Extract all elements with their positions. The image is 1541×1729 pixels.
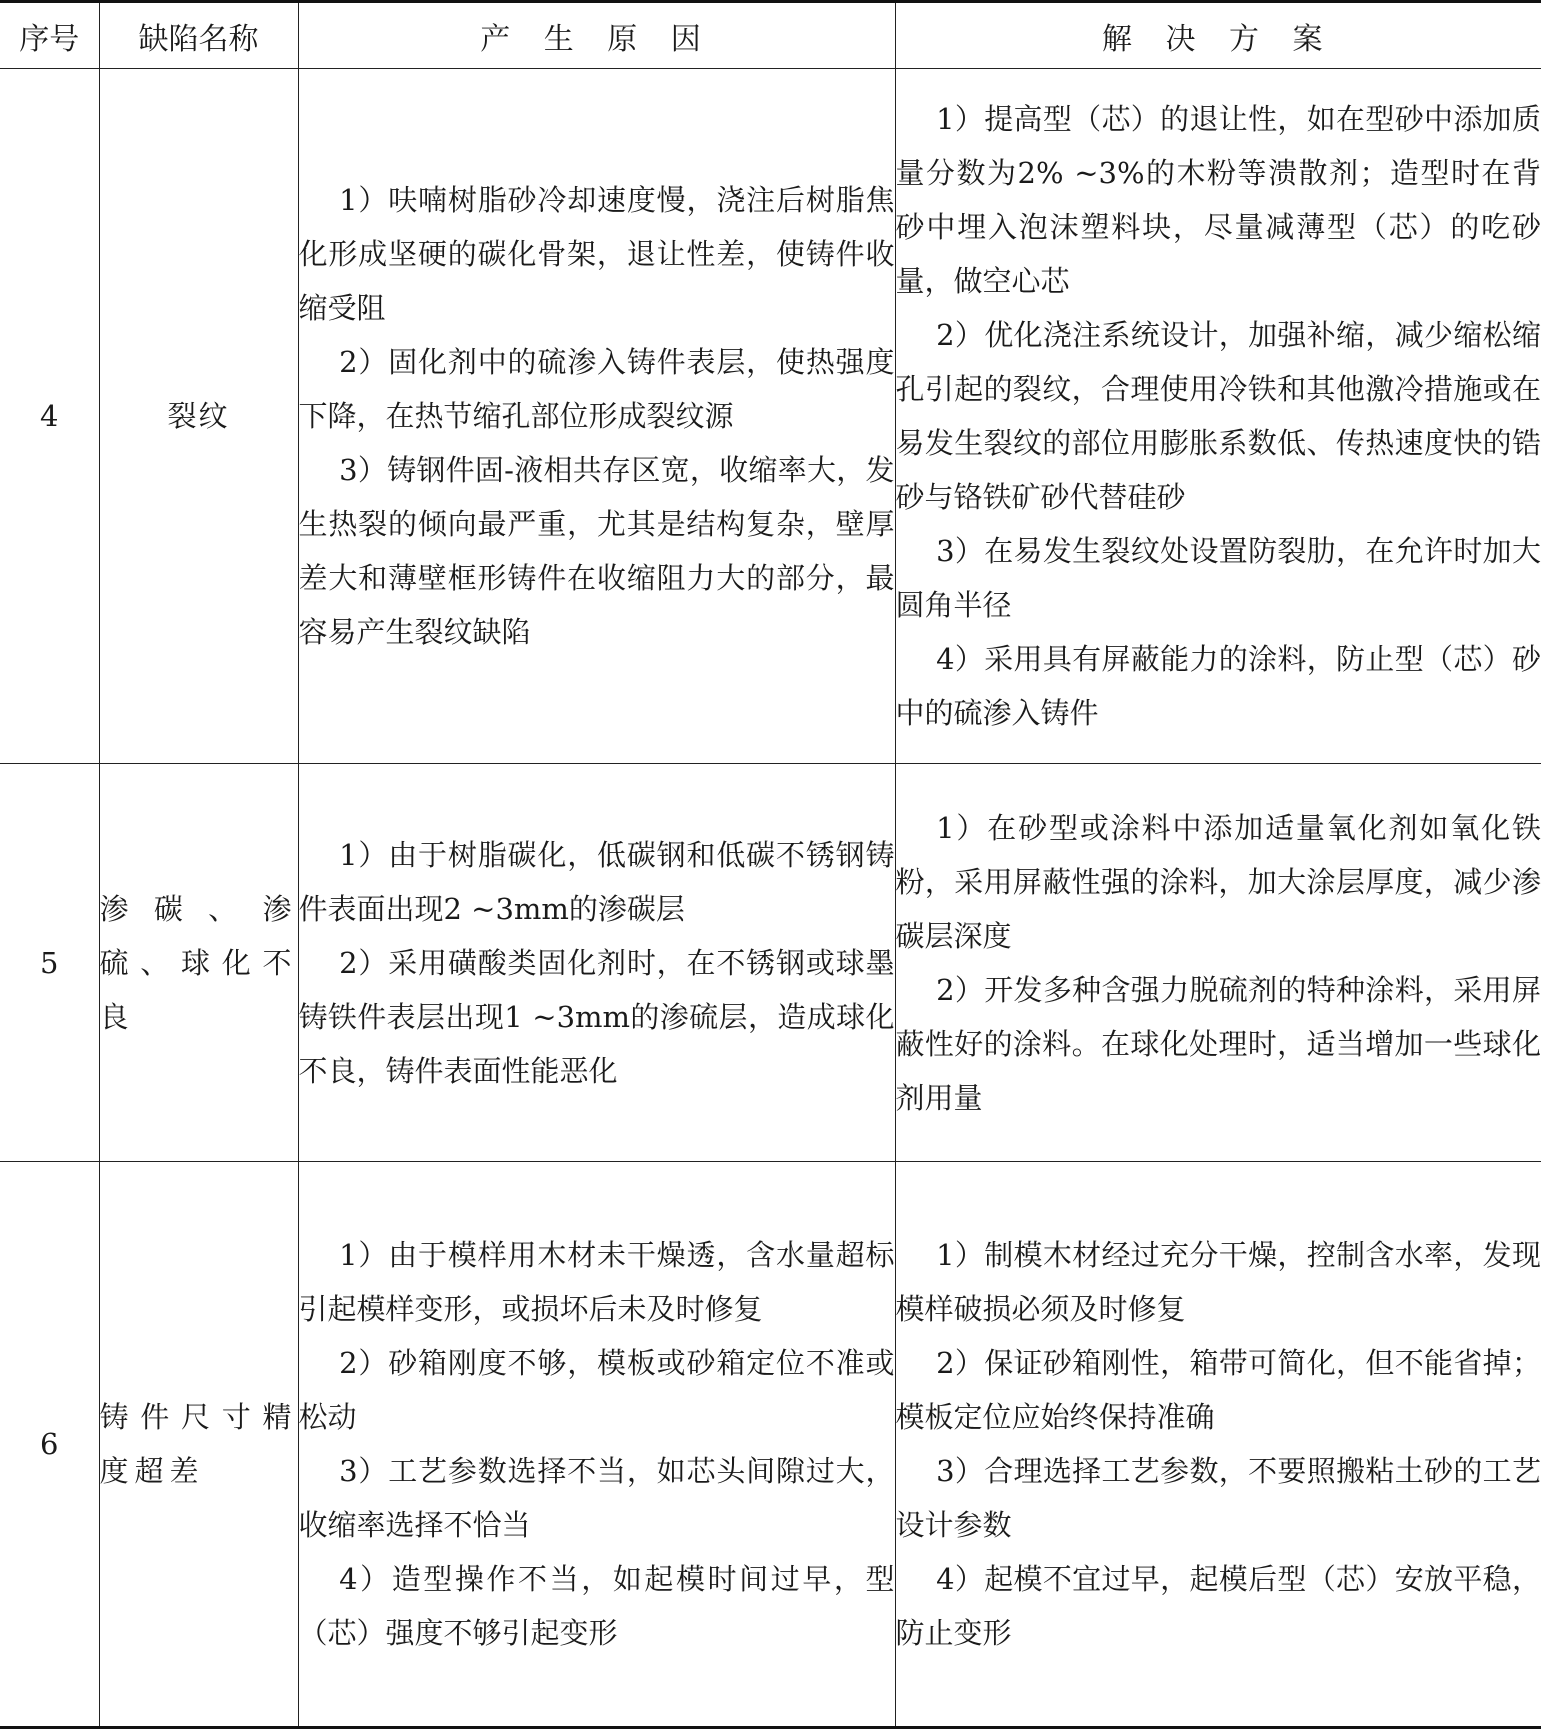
row-number: 4 — [0, 69, 99, 764]
header-number: 序号 — [0, 2, 99, 69]
solution-item: 2）优化浇注系统设计，加强补缩，减少缩松缩孔引起的裂纹，合理使用冷铁和其他激冷措施或在易发生裂纹的部位用膨胀系数低、传热速度快的锆砂与铬铁矿砂代替硅砂 — [896, 308, 1541, 524]
defect-name-cell — [99, 69, 298, 764]
defect-name: 裂纹 — [100, 389, 298, 443]
defect-name-cell — [99, 764, 298, 1162]
table-row — [0, 764, 1541, 1162]
table-row — [0, 1162, 1541, 1728]
header-defect-name: 缺陷名称 — [99, 2, 298, 69]
cause-item: 3）工艺参数选择不当，如芯头间隙过大，收缩率选择不恰当 — [299, 1444, 895, 1552]
header-solutions: 解 决 方 案 — [895, 2, 1541, 69]
solution-item: 1）制模木材经过充分干燥，控制含水率，发现模样破损必须及时修复 — [896, 1228, 1541, 1336]
cause-item: 1）呋喃树脂砂冷却速度慢，浇注后树脂焦化形成坚硬的碳化骨架，退让性差，使铸件收缩受阻 — [299, 173, 895, 335]
solutions-cell — [895, 1162, 1541, 1728]
solution-item: 3）合理选择工艺参数，不要照搬粘土砂的工艺设计参数 — [896, 1444, 1541, 1552]
solution-item: 2）开发多种含强力脱硫剂的特种涂料，采用屏蔽性好的涂料。在球化处理时，适当增加一些球化剂用量 — [896, 963, 1541, 1125]
cause-item: 2）采用磺酸类固化剂时，在不锈钢或球墨铸铁件表层出现1 ~3mm的渗硫层，造成球化不良，铸件表面性能恶化 — [299, 936, 895, 1098]
table-row — [0, 69, 1541, 764]
defect-name: 铸件尺寸精度超差 — [100, 1390, 298, 1498]
solution-item: 1）在砂型或涂料中添加适量氧化剂如氧化铁粉，采用屏蔽性强的涂料，加大涂层厚度，减少渗碳层深度 — [896, 801, 1541, 963]
header-causes: 产 生 原 因 — [298, 2, 895, 69]
cause-item: 1）由于树脂碳化，低碳钢和低碳不锈钢铸件表面出现2 ~3mm的渗碳层 — [299, 828, 895, 936]
defect-name-cell — [99, 1162, 298, 1728]
cause-item: 2）砂箱刚度不够，模板或砂箱定位不准或松动 — [299, 1336, 895, 1444]
solution-item: 2）保证砂箱刚性，箱带可简化，但不能省掉；模板定位应始终保持准确 — [896, 1336, 1541, 1444]
solution-item: 3）在易发生裂纹处设置防裂肋，在允许时加大圆角半径 — [896, 524, 1541, 632]
solution-item: 4）起模不宜过早，起模后型（芯）安放平稳，防止变形 — [896, 1552, 1541, 1660]
causes-cell — [298, 69, 895, 764]
solution-item: 1）提高型（芯）的退让性，如在型砂中添加质量分数为2% ~3%的木粉等溃散剂；造型时在背砂中埋入泡沫塑料块，尽量减薄型（芯）的吃砂量，做空心芯 — [896, 92, 1541, 308]
solutions-cell — [895, 764, 1541, 1162]
header-row — [0, 2, 1541, 69]
causes-cell — [298, 1162, 895, 1728]
solution-item: 4）采用具有屏蔽能力的涂料，防止型（芯）砂中的硫渗入铸件 — [896, 632, 1541, 740]
cause-item: 2）固化剂中的硫渗入铸件表层，使热强度下降，在热节缩孔部位形成裂纹源 — [299, 335, 895, 443]
row-number: 6 — [0, 1162, 99, 1728]
cause-item: 1）由于模样用木材未干燥透，含水量超标引起模样变形，或损坏后未及时修复 — [299, 1228, 895, 1336]
causes-cell — [298, 764, 895, 1162]
cause-item: 3）铸钢件固-液相共存区宽，收缩率大，发生热裂的倾向最严重，尤其是结构复杂，壁厚差大和薄壁框形铸件在收缩阻力大的部分，最容易产生裂纹缺陷 — [299, 443, 895, 659]
row-number: 5 — [0, 764, 99, 1162]
solutions-cell — [895, 69, 1541, 764]
cause-item: 4）造型操作不当，如起模时间过早，型（芯）强度不够引起变形 — [299, 1552, 895, 1660]
defect-name: 渗碳、渗硫、球化不良 — [100, 882, 298, 1044]
